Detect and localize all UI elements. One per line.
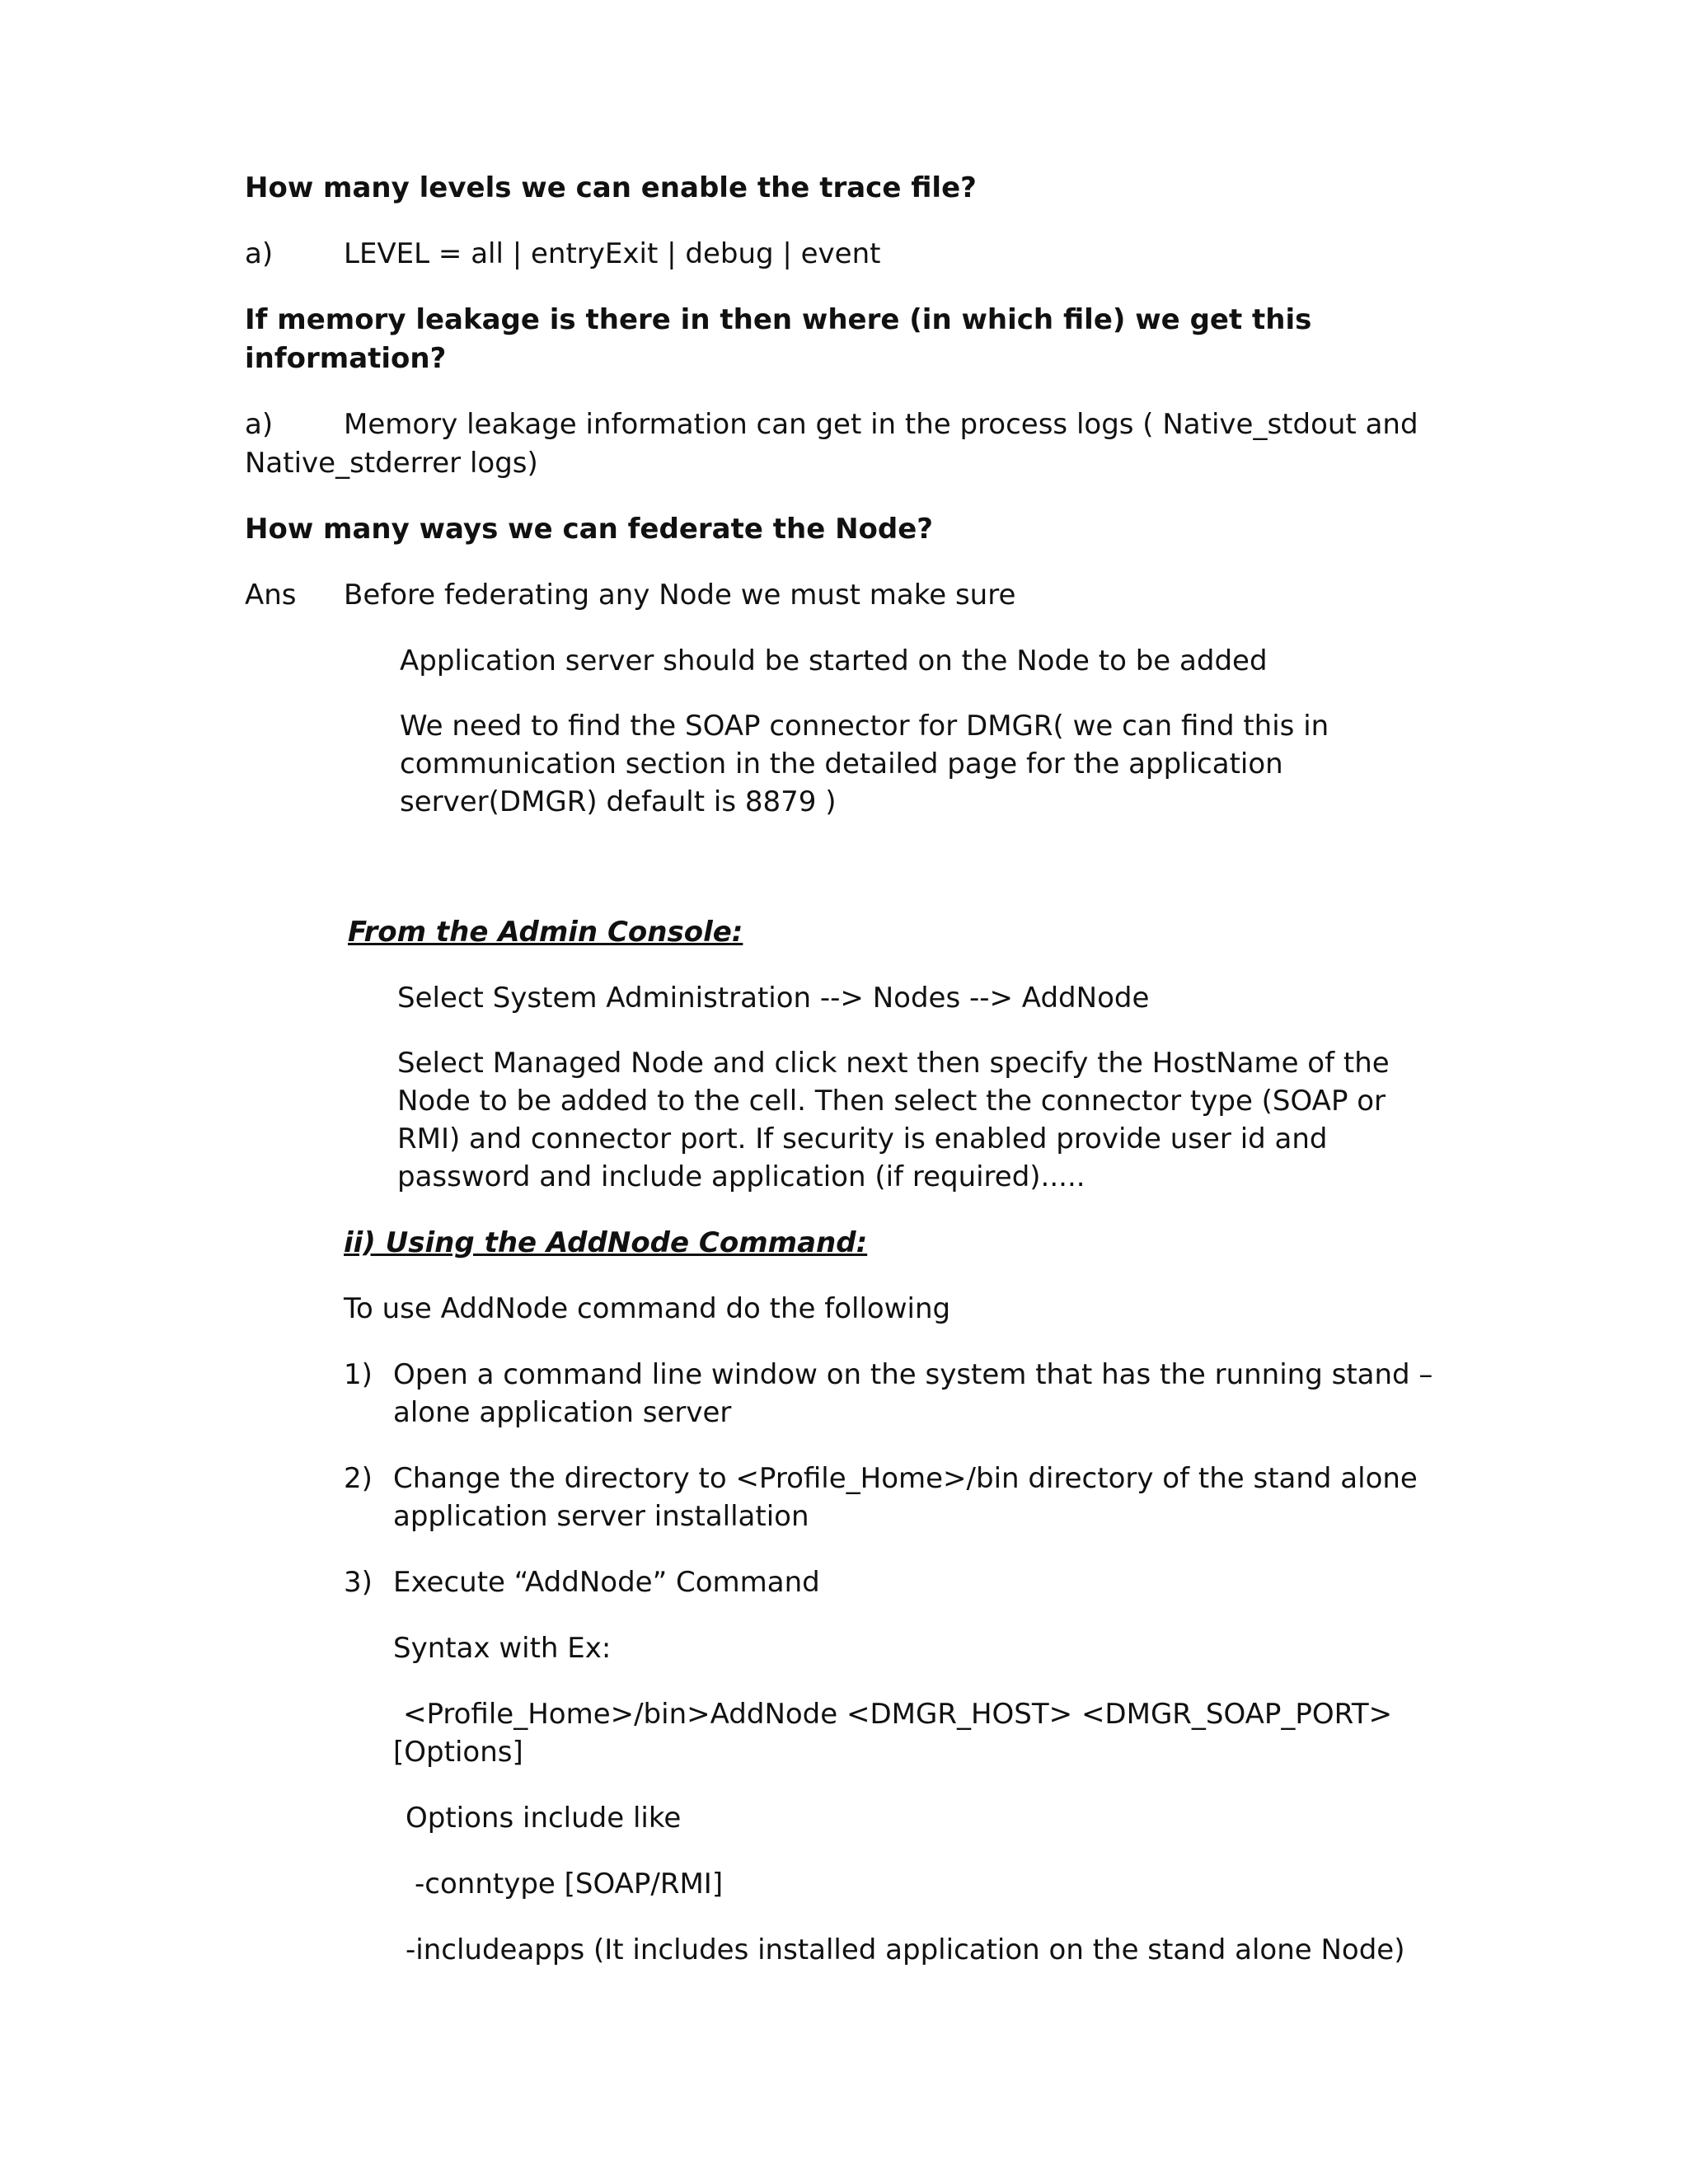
requirement-soap-line1: We need to find the SOAP connector for DMGR( we can find this in: [400, 710, 1329, 743]
syntax-line2: [Options]: [393, 1736, 523, 1769]
syntax-line1: <Profile_Home>/bin>AddNode <DMGR_HOST> <DMGR_SOAP_PORT>: [403, 1698, 1393, 1731]
answer-memory-leakage-line2: Native_stderrer logs): [245, 447, 538, 480]
admin-console-step2-line1: Select Managed Node and click next then specify the HostName of the: [397, 1047, 1390, 1080]
list-item-number: 1): [344, 1358, 373, 1391]
requirement-app-server: Application server should be started on the Node to be added: [400, 644, 1268, 677]
ans-label: Ans: [245, 579, 297, 612]
requirement-soap-line2: communication section in the detailed page for the application: [400, 748, 1283, 780]
answer-marker: a): [245, 237, 274, 270]
question-trace-levels: How many levels we can enable the trace file?: [245, 171, 977, 204]
admin-console-step2-line3: RMI) and connector port. If security is enabled provide user id and: [397, 1122, 1328, 1155]
list-item-line2: alone application server: [393, 1396, 732, 1429]
list-item-line2: application server installation: [393, 1500, 809, 1533]
admin-console-step2-line2: Node to be added to the cell. Then select the connector type (SOAP or: [397, 1085, 1386, 1118]
option-conntype: -conntype [SOAP/RMI]: [415, 1868, 724, 1900]
list-item-number: 2): [344, 1462, 373, 1495]
syntax-label: Syntax with Ex:: [393, 1632, 612, 1665]
admin-console-step1: Select System Administration --> Nodes --> AddNode: [397, 982, 1150, 1015]
question-federate-node: How many ways we can federate the Node?: [245, 513, 934, 546]
addnode-command-intro: To use AddNode command do the following: [344, 1292, 951, 1325]
options-label: Options include like: [406, 1802, 682, 1835]
option-includeapps: -includeapps (It includes installed application on the stand alone Node): [406, 1933, 1405, 1966]
list-item-line1: Change the directory to <Profile_Home>/bin directory of the stand alone: [393, 1462, 1418, 1495]
admin-console-heading: From the Admin Console:: [348, 916, 743, 949]
admin-console-step2-line4: password and include application (if required).....: [397, 1160, 1085, 1193]
question-memory-leakage-line2: information?: [245, 342, 447, 375]
question-memory-leakage-line1: If memory leakage is there in then where (in which file) we get this: [245, 303, 1312, 336]
answer-memory-leakage-line1: Memory leakage information can get in the process logs ( Native_stdout and: [344, 408, 1418, 441]
answer-marker: a): [245, 408, 274, 441]
addnode-command-heading: ii) Using the AddNode Command:: [344, 1226, 868, 1259]
list-item-line1: Open a command line window on the system that has the running stand –: [393, 1358, 1433, 1391]
requirement-soap-line3: server(DMGR) default is 8879 ): [400, 785, 837, 818]
list-item-line1: Execute “AddNode” Command: [393, 1566, 820, 1599]
answer-trace-levels: LEVEL = all | entryExit | debug | event: [344, 237, 881, 270]
ans-intro: Before federating any Node we must make sure: [344, 579, 1016, 612]
list-item-number: 3): [344, 1566, 373, 1599]
